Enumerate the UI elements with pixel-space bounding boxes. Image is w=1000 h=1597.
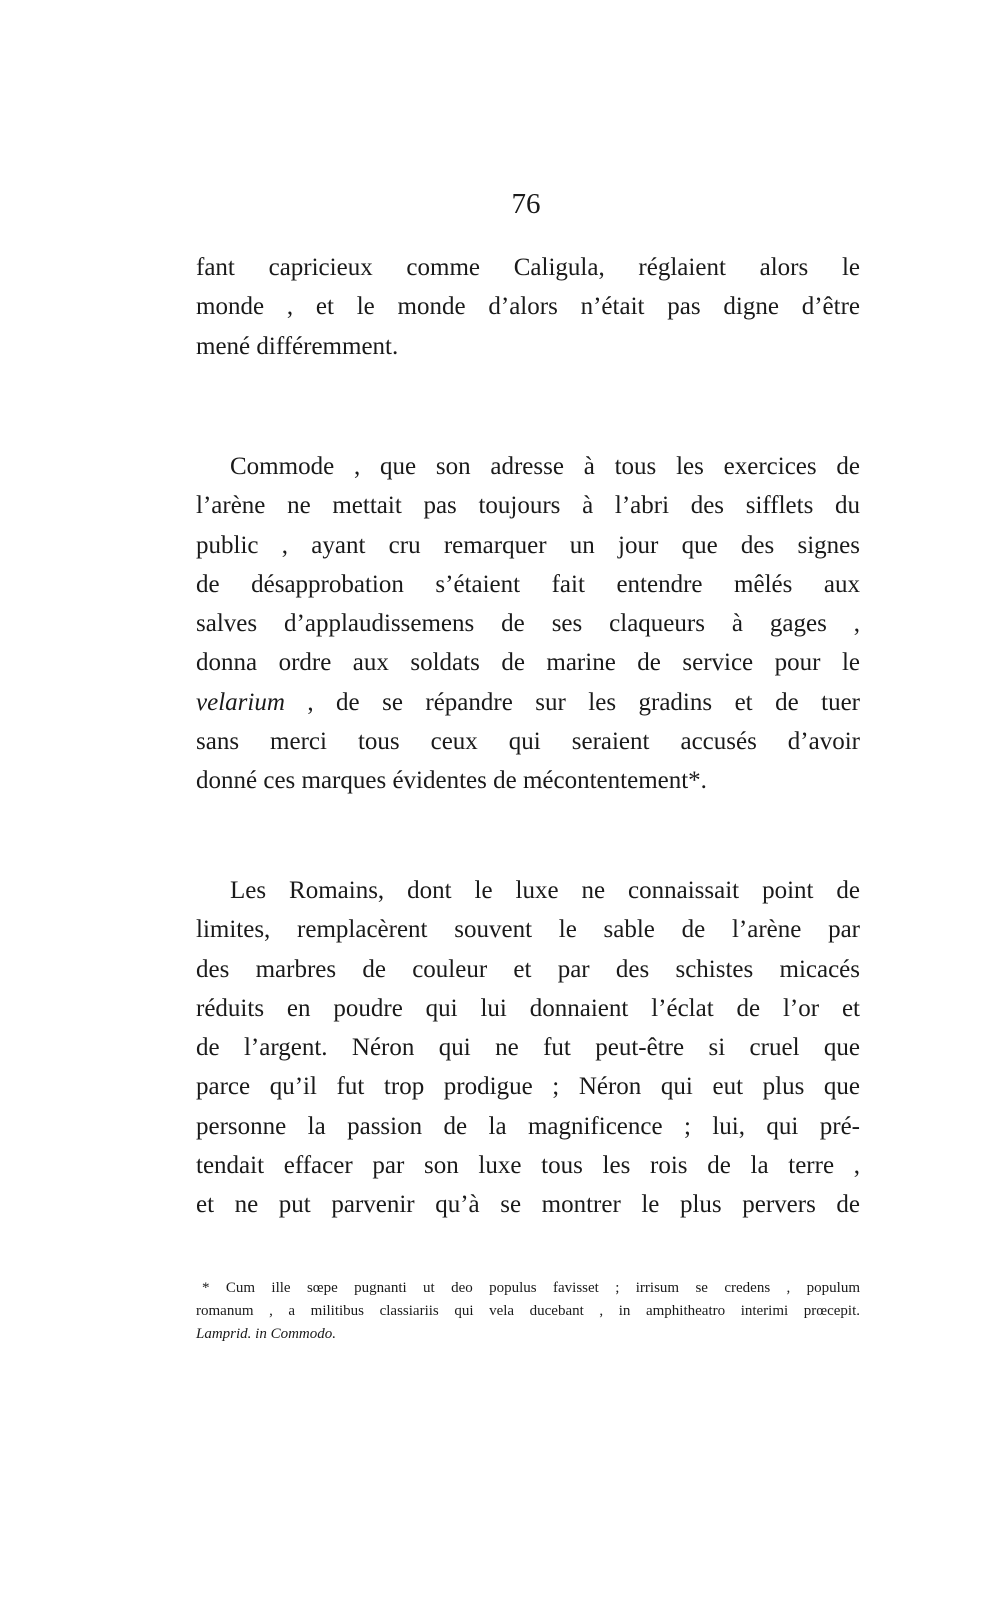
text-line: fant capricieux comme Caligula, réglaient alors le [196,254,860,281]
text-line: limites, remplacèrent souvent le sable de l’arène par [196,916,860,944]
page-number: 76 [511,188,541,220]
paragraph-commode [196,447,860,801]
text-line: mené différemment. [196,332,399,360]
text-line: Commode , que son adresse à tous les exercices de [230,453,860,480]
text-line: tendait effacer par son luxe tous les rois de la terre , [196,1152,860,1180]
text-line: public , ayant cru remarquer un jour que des signes [196,531,860,559]
text-line: réduits en poudre qui lui donnaient l’éclat de l’or et [196,994,860,1022]
footnote-citation: Lamprid. in Commodo. [196,1326,337,1342]
text-line: parce qu’il fut trop prodigue ; Néron qui eut plus que [196,1073,860,1101]
text-line: donné ces marques évidentes de mécontentement*. [196,767,707,795]
text-line: Les Romains, dont le luxe ne connaissait point de [230,877,860,904]
text-line: des marbres de couleur et par des schistes micacés [196,955,860,983]
text-line: et ne put parvenir qu’à se montrer le plus pervers de [196,1191,860,1219]
continuation-paragraph [196,248,860,366]
text-line: de l’argent. Néron qui ne fut peut-être si cruel que [196,1034,860,1062]
footnote [196,1277,860,1346]
paragraph-romains [196,871,860,1225]
text-line: de désapprobation s’étaient fait entendre mêlés aux [196,570,860,598]
footnote-line: romanum , a militibus classiariis qui vela ducebant , in amphitheatro interimi prœcepit. [196,1303,860,1319]
footnote-line: * Cum ille sœpe pugnanti ut deo populus favisset ; irrisum se credens , populum [202,1280,860,1296]
text-line: l’arène ne mettait pas toujours à l’abri des sifflets du [196,492,860,520]
text-line: monde , et le monde d’alors n’était pas digne d’être [196,293,860,321]
velarium-rest: , de se répandre sur les gradins et de tuer [284,688,860,716]
text-line-velarium [196,683,860,722]
text-line: personne la passion de la magnificence ; lui, qui pré- [196,1112,860,1140]
text-line: sans merci tous ceux qui seraient accusés d’avoir [196,728,860,756]
velarium-word: velarium [196,688,285,716]
text-line: donna ordre aux soldats de marine de service pour le [196,649,860,677]
text-line: salves d’applaudissemens de ses claqueurs à gages , [196,610,860,638]
